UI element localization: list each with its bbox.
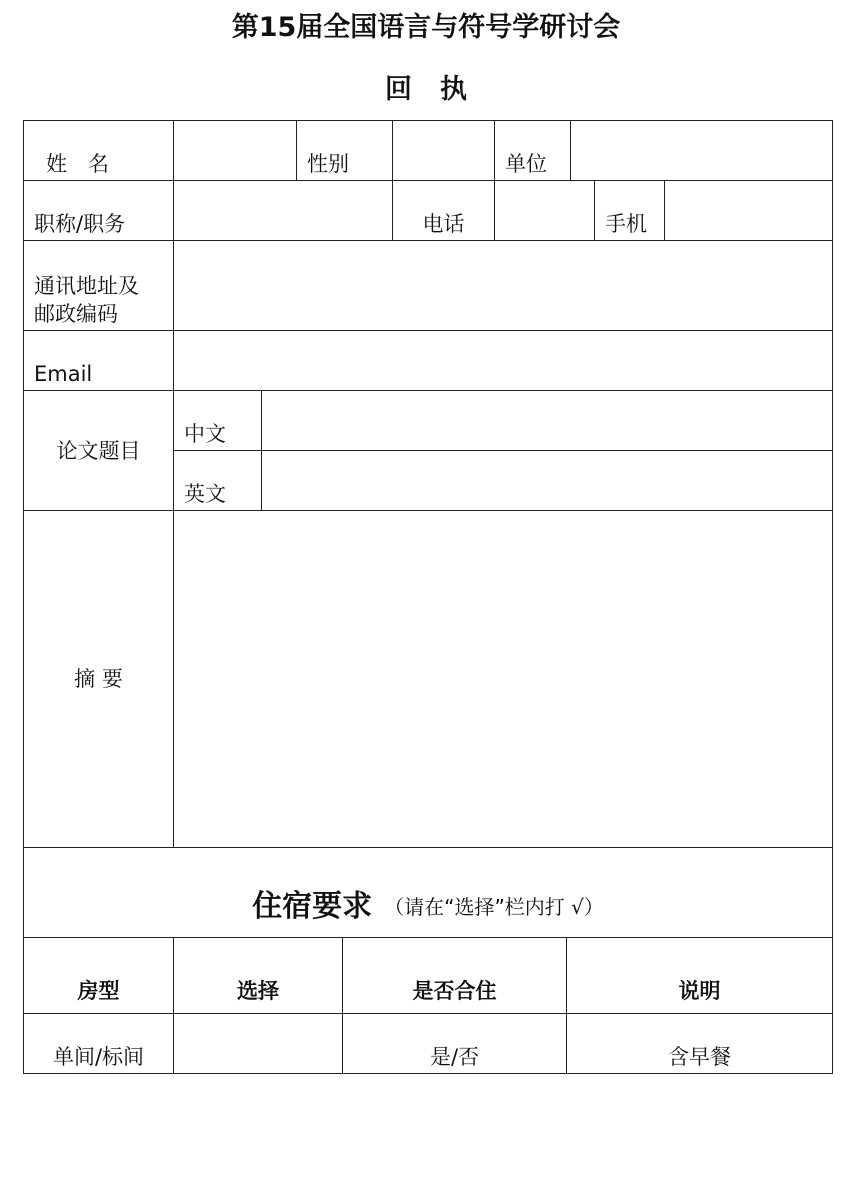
abstract-label: 摘 要	[23, 510, 174, 848]
mobile-field[interactable]	[664, 180, 833, 241]
email-input[interactable]	[184, 331, 822, 388]
mobile-input[interactable]	[675, 181, 822, 238]
mobile-label: 手机	[594, 180, 665, 241]
name-input[interactable]	[184, 121, 286, 178]
paper-title-label: 论文题目	[23, 390, 174, 511]
phone-field[interactable]	[494, 180, 595, 241]
document-title: 第15届全国语言与符号学研讨会	[231, 12, 621, 43]
address-label-line1: 通讯地址及	[34, 274, 139, 298]
email-field[interactable]	[173, 330, 833, 391]
address-input[interactable]	[184, 247, 822, 324]
share-cell[interactable]: 是/否	[342, 1013, 567, 1074]
address-label	[23, 240, 174, 331]
gender-input[interactable]	[403, 121, 484, 178]
name-field[interactable]	[173, 120, 297, 181]
address-field[interactable]	[173, 240, 833, 331]
document-subtitle: 回执	[385, 74, 495, 105]
paper-cn-field[interactable]	[261, 390, 833, 451]
phone-label: 电话	[392, 180, 495, 241]
accommodation-heading-cell	[23, 847, 833, 938]
phone-input[interactable]	[505, 181, 584, 238]
paper-cn-input[interactable]	[272, 391, 822, 448]
paper-en-field[interactable]	[261, 450, 833, 511]
accommodation-note: （请在“选择”栏内打 √）	[384, 894, 604, 919]
address-label-line2: 邮政编码	[34, 302, 118, 326]
abstract-field[interactable]	[173, 510, 833, 848]
title-input[interactable]	[184, 181, 382, 238]
column-header-choice: 选择	[173, 937, 343, 1014]
column-header-room-type: 房型	[23, 937, 174, 1014]
title-label: 职称/职务	[23, 180, 174, 241]
note-cell: 含早餐	[566, 1013, 833, 1074]
column-header-note: 说明	[566, 937, 833, 1014]
gender-label: 性别	[296, 120, 393, 181]
email-label: Email	[23, 330, 174, 391]
abstract-input[interactable]	[184, 519, 822, 839]
paper-cn-label: 中文	[173, 390, 262, 451]
gender-field[interactable]	[392, 120, 495, 181]
choice-cell[interactable]	[173, 1013, 343, 1074]
title-field[interactable]	[173, 180, 393, 241]
paper-en-input[interactable]	[272, 451, 822, 508]
room-type-cell: 单间/标间	[23, 1013, 174, 1074]
choice-input[interactable]	[184, 1014, 332, 1071]
org-label: 单位	[494, 120, 571, 181]
name-label: 姓 名	[23, 120, 174, 181]
column-header-share: 是否合住	[342, 937, 567, 1014]
org-field[interactable]	[570, 120, 833, 181]
accommodation-heading: 住宿要求	[252, 888, 373, 924]
paper-en-label: 英文	[173, 450, 262, 511]
org-input[interactable]	[581, 121, 822, 178]
